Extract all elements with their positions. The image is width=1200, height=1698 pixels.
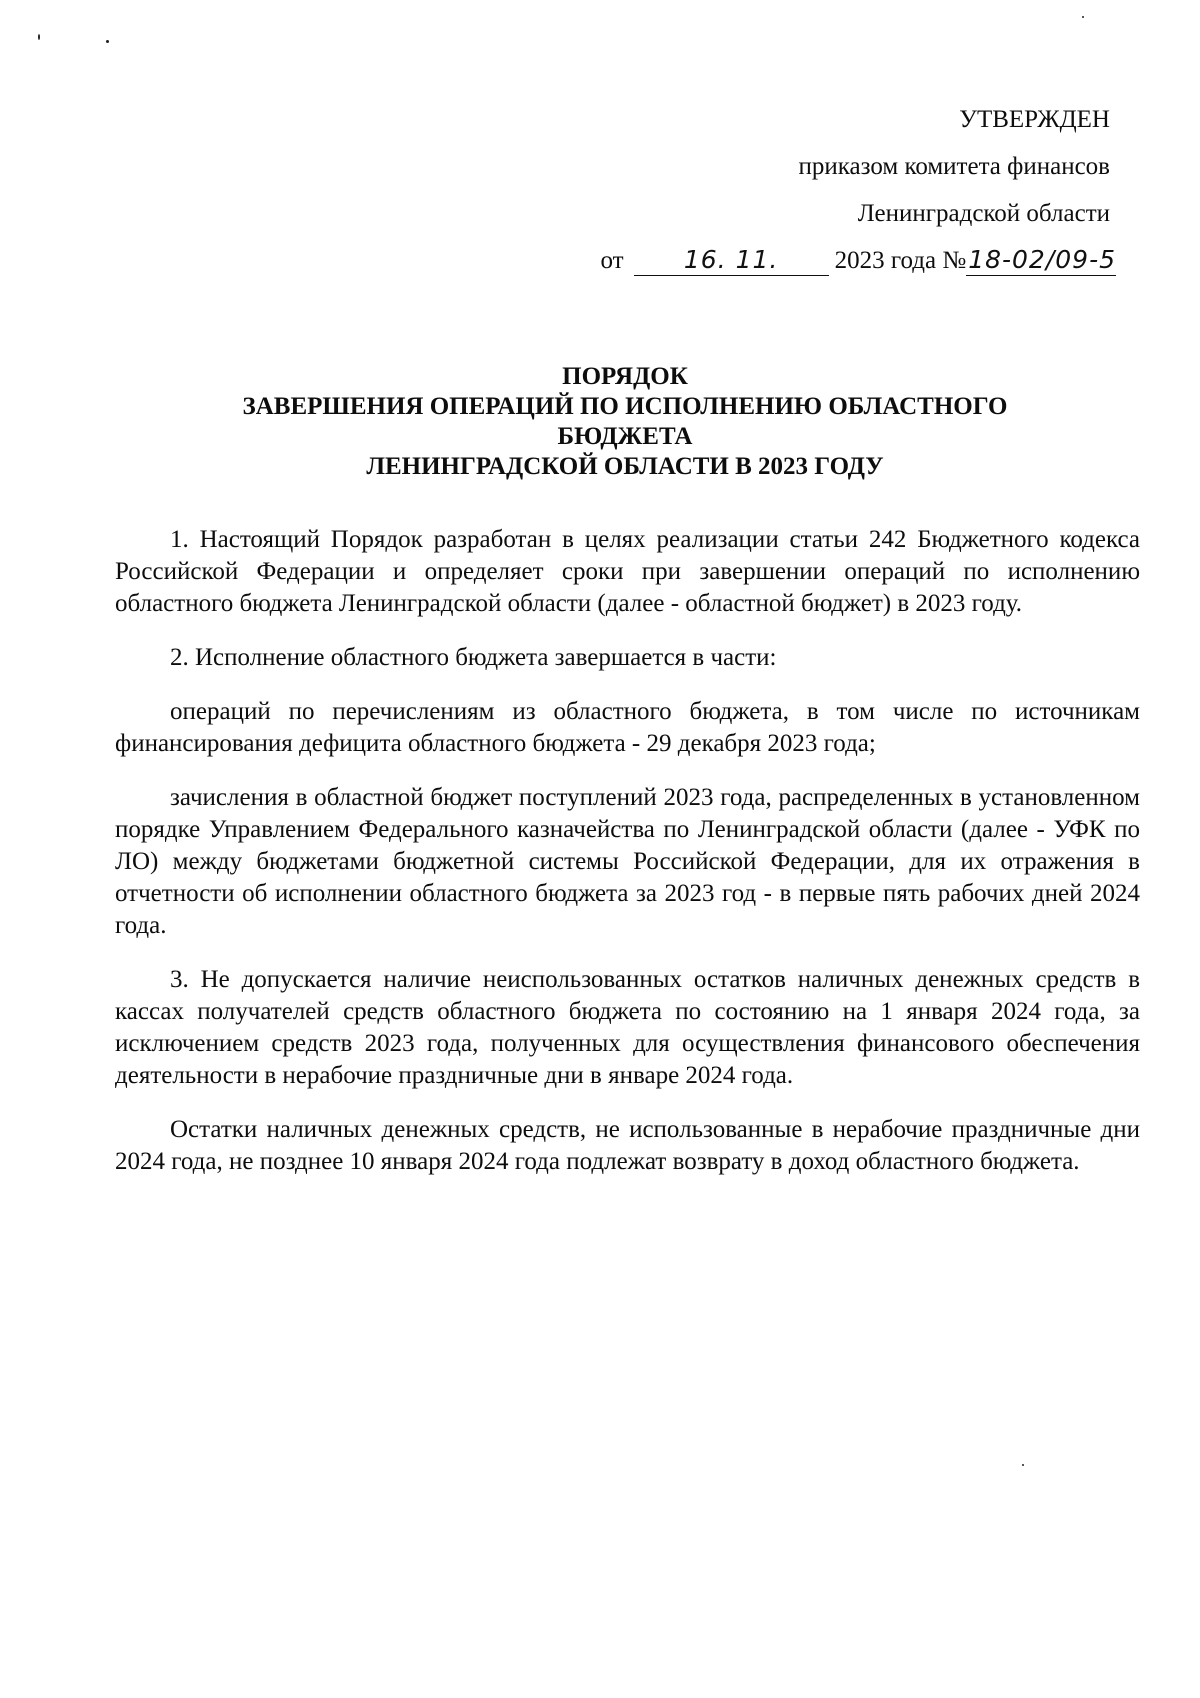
scan-speck <box>1022 1464 1024 1466</box>
order-issuer: приказом комитета финансов <box>798 153 1110 180</box>
scan-speck <box>38 34 40 40</box>
title-line: ЛЕНИНГРАДСКОЙ ОБЛАСТИ В 2023 ГОДУ <box>366 453 884 480</box>
paragraph: 3. Не допускается наличие неиспользованных остатков наличных денежных средств в кассах получателей средств областного бюджета по состоянию на 1 января 2024 года, за исключением средств 2023 года, полученных для осуществления финансового обеспечения деятельности в нерабочие праздничные дни в январе 2024 года. <box>115 966 1140 1089</box>
handwritten-order-number: 18-02/09-5 <box>968 245 1116 274</box>
title-line: ЗАВЕРШЕНИЯ ОПЕРАЦИЙ ПО ИСПОЛНЕНИЮ ОБЛАСТНОГО <box>242 393 1008 420</box>
document-title <box>110 362 1140 482</box>
document-body <box>115 524 1140 1200</box>
approved-label: УТВЕРЖДЕН <box>959 106 1110 133</box>
date-prefix: от <box>600 247 624 274</box>
paragraph: 2. Исполнение областного бюджета завершается в части: <box>170 644 777 671</box>
handwritten-date: 16. 11. <box>634 245 829 276</box>
paragraph: Остатки наличных денежных средств, не использованные в нерабочие праздничные дни 2024 года, не позднее 10 января 2024 года подлежат возврату в доход областного бюджета. <box>115 1116 1140 1175</box>
paragraph: операций по перечислениям из областного бюджета, в том числе по источникам финансирования дефицита областного бюджета - 29 декабря 2023 года; <box>115 698 1140 757</box>
approval-stamp-block <box>600 96 1116 284</box>
issuer-region: Ленинградской области <box>857 200 1110 227</box>
scan-speck <box>106 40 109 43</box>
paragraph: зачисления в областной бюджет поступлений 2023 года, распределенных в установленном порядке Управлением Федерального казначейства по Ленинградской области (далее - УФК по ЛО) между бюджетами бюджетной системы Российской Федерации, для их отражения в отчетности об исполнении областного бюджета за 2023 год - в первые пять рабочих дней 2024 года. <box>115 784 1140 939</box>
title-line: БЮДЖЕТА <box>557 423 693 450</box>
order-date-line <box>600 237 1116 284</box>
order-year-label: 2023 года № <box>834 247 967 274</box>
title-line: ПОРЯДОК <box>562 363 688 390</box>
paragraph: 1. Настоящий Порядок разработан в целях реализации статьи 242 Бюджетного кодекса Российской Федерации и определяет сроки при завершении операций по исполнению областного бюджета Ленинградской области (далее - областной бюджет) в 2023 году. <box>115 526 1140 617</box>
scan-speck <box>1082 16 1084 18</box>
